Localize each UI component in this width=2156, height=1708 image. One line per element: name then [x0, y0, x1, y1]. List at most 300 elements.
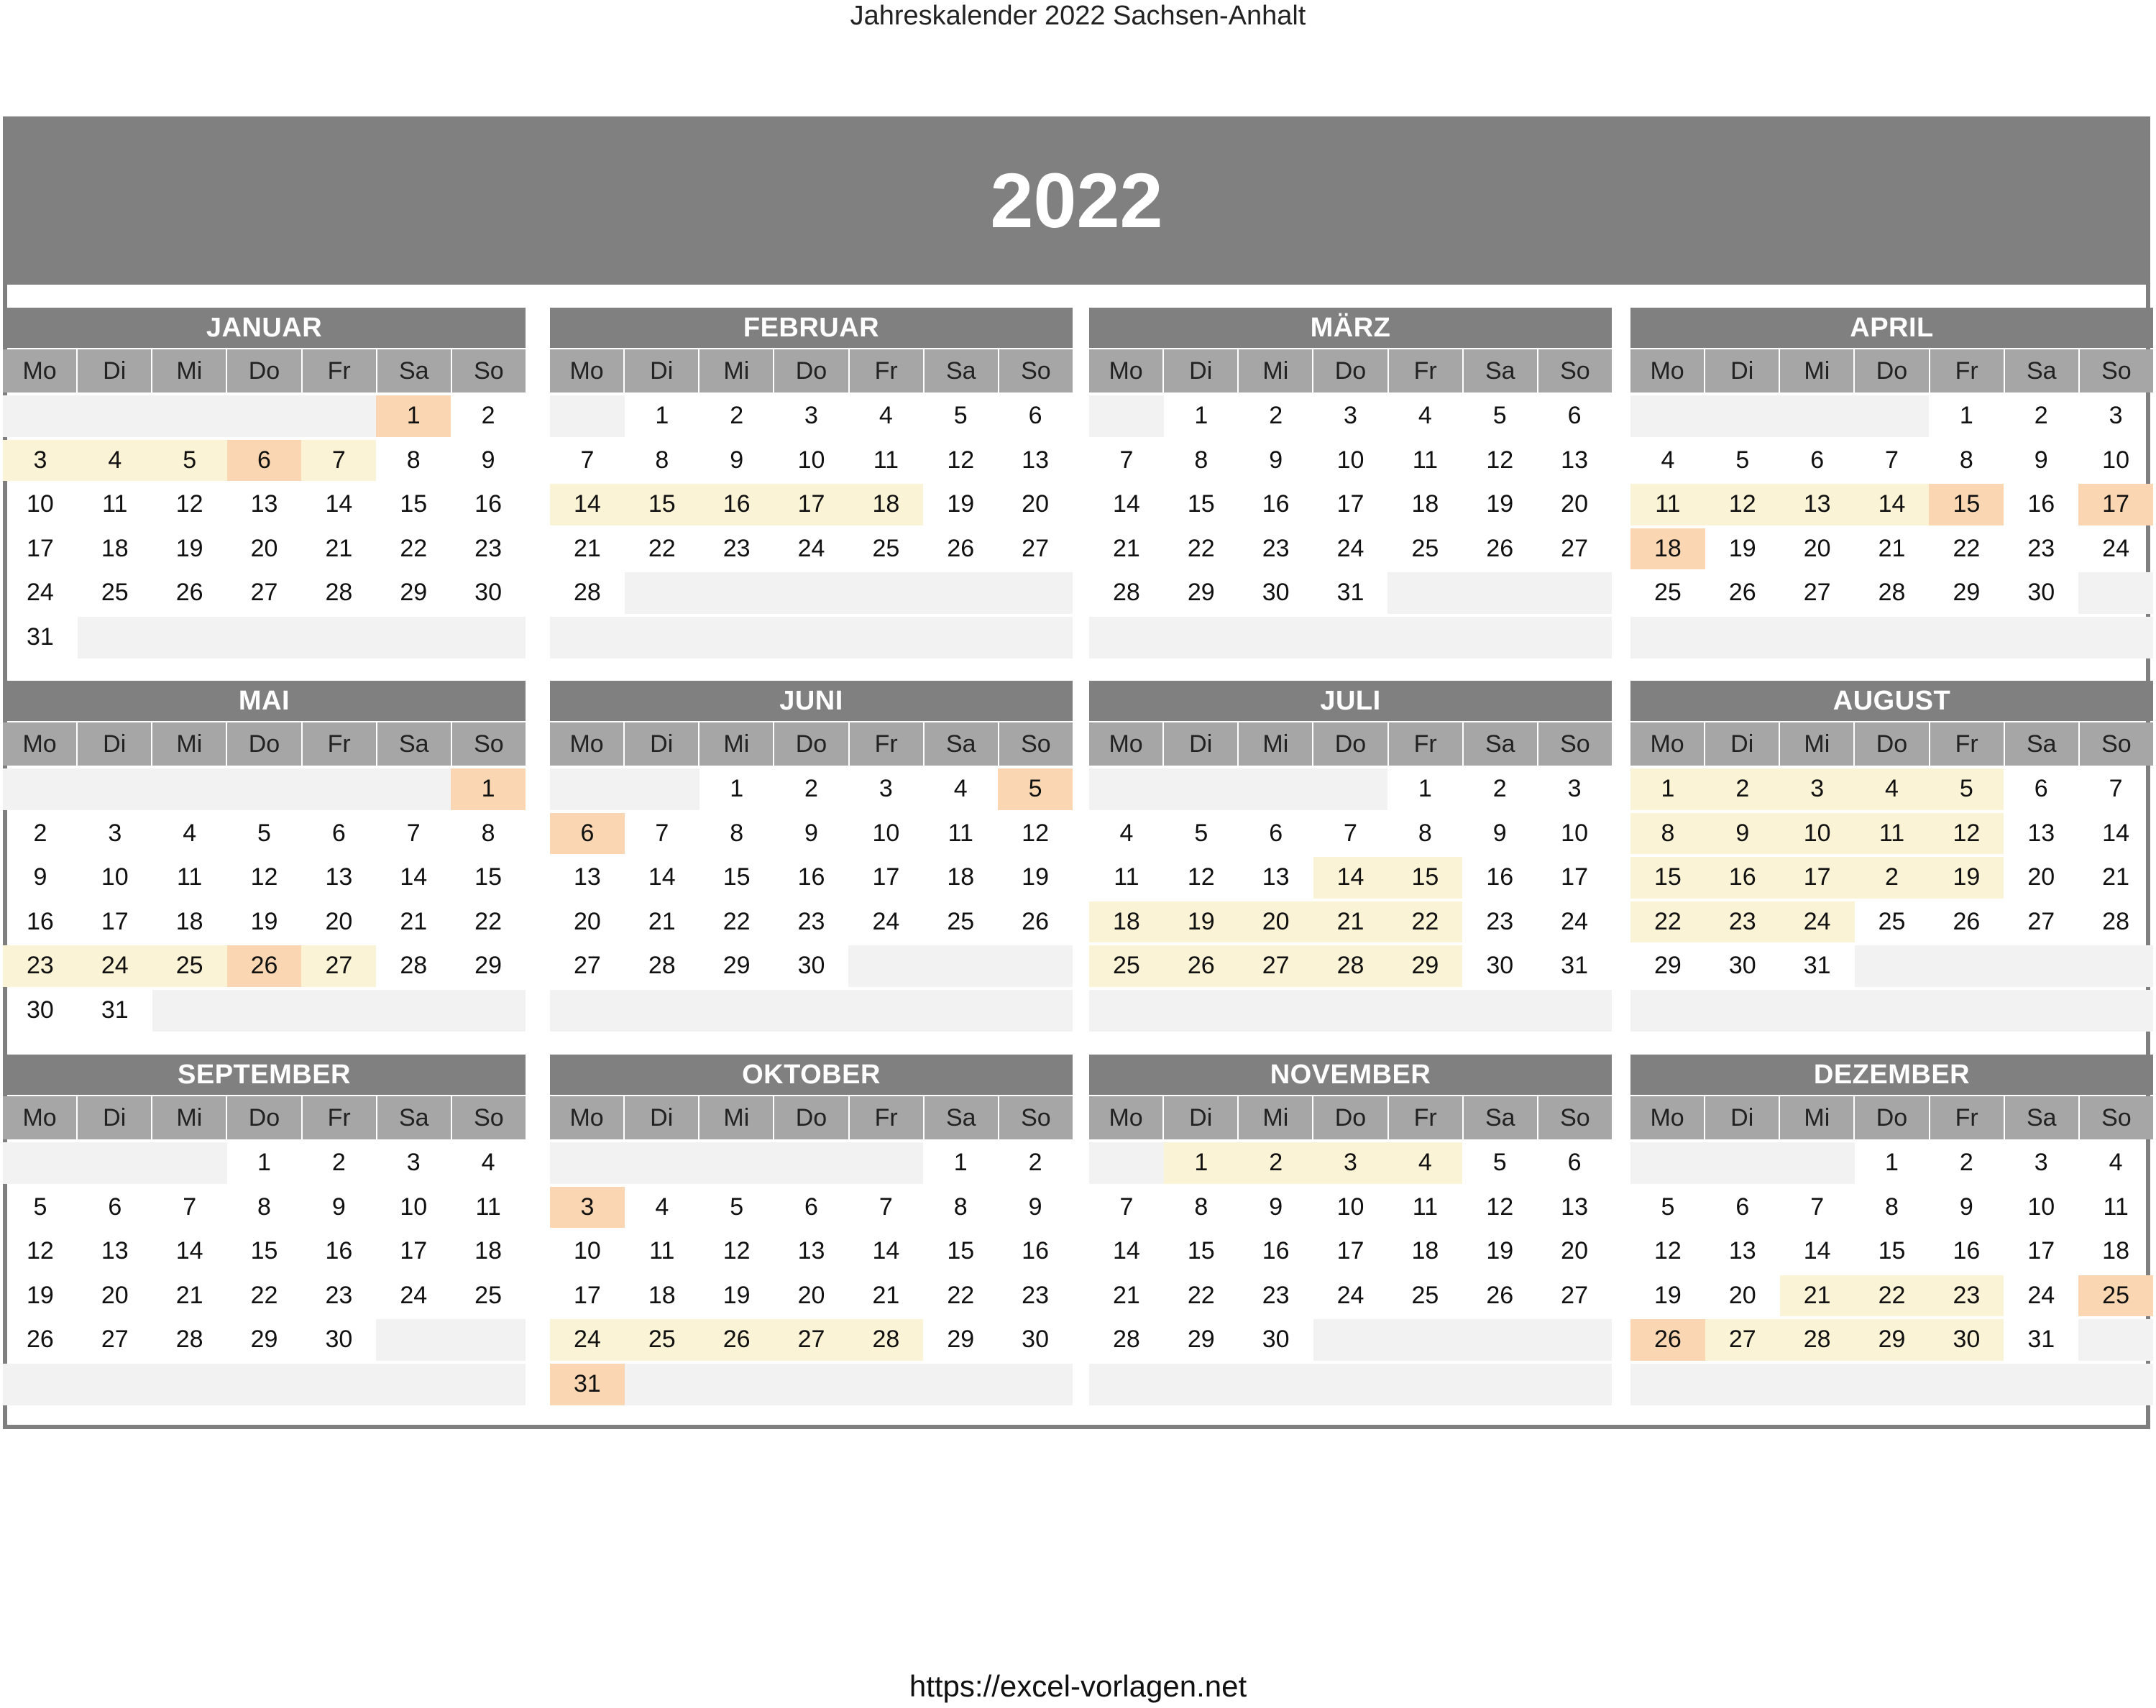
empty-day-cell — [78, 617, 152, 658]
empty-day-cell — [3, 1364, 78, 1405]
day-cell: 18 — [474, 1237, 502, 1265]
month-10 — [550, 1055, 1073, 1407]
day-cell: 15 — [1878, 1237, 1906, 1265]
empty-day-cell — [2004, 990, 2078, 1032]
day-cell: 18 — [2102, 1237, 2129, 1265]
day-cell: 9 — [730, 446, 744, 474]
weekday-label: So — [1560, 357, 1590, 385]
day-cell: 19 — [1164, 901, 1239, 943]
day-cell: 27 — [1239, 945, 1313, 987]
day-cell: 19 — [27, 1281, 54, 1309]
month-name: APRIL — [1630, 308, 2153, 348]
month-6 — [550, 681, 1073, 1033]
day-cell: 5 — [1492, 402, 1507, 429]
day-cell: 16 — [474, 490, 502, 518]
empty-day-cell — [1855, 395, 1930, 437]
day-cell: 8 — [953, 1193, 968, 1221]
empty-day-cell — [451, 990, 526, 1032]
week-row — [3, 1274, 526, 1318]
day-cell: 12 — [723, 1237, 751, 1265]
day-cell: 8 — [1194, 446, 1208, 474]
weeks — [3, 767, 526, 1033]
empty-day-cell — [1313, 1319, 1388, 1361]
weekday-label: Sa — [1464, 722, 1538, 766]
empty-day-cell — [451, 617, 526, 658]
day-cell: 22 — [474, 907, 502, 935]
week-row — [1630, 1318, 2153, 1362]
day-cell: 8 — [730, 819, 744, 847]
week-row — [550, 855, 1073, 900]
week-row — [1089, 900, 1612, 945]
day-cell: 2 — [730, 402, 744, 429]
empty-day-cell — [848, 572, 923, 614]
day-cell: 18 — [101, 534, 129, 562]
day-cell: 20 — [250, 534, 278, 562]
weekday-label: Do — [1313, 722, 1388, 766]
weekday-label: So — [1021, 357, 1051, 385]
day-cell: 18 — [1411, 490, 1439, 518]
week-row — [3, 527, 526, 571]
month-2 — [550, 308, 1073, 660]
day-cell: 22 — [1630, 901, 1705, 943]
empty-day-cell — [923, 572, 998, 614]
week-row — [550, 527, 1073, 571]
day-cell: 21 — [1780, 1275, 1855, 1317]
day-cell: 26 — [1630, 1319, 1705, 1361]
weekday-label: So — [1560, 730, 1590, 758]
week-row — [550, 615, 1073, 660]
day-cell: 1 — [953, 1149, 968, 1176]
week-row — [1089, 855, 1612, 900]
day-cell: 8 — [655, 446, 669, 474]
weekday-label: Di — [1705, 349, 1780, 392]
day-cell: 26 — [1953, 907, 1981, 935]
week-row — [1089, 439, 1612, 483]
day-cell: 31 — [1803, 952, 1831, 980]
weeks — [1089, 394, 1612, 660]
empty-day-cell — [451, 1364, 526, 1405]
day-cell: 9 — [2034, 446, 2048, 474]
day-cell: 24 — [1561, 907, 1588, 935]
day-cell: 29 — [723, 952, 751, 980]
empty-day-cell — [1313, 768, 1388, 810]
week-row — [1630, 615, 2153, 660]
empty-day-cell — [998, 990, 1073, 1032]
empty-day-cell — [1929, 990, 2004, 1032]
day-cell: 24 — [797, 534, 825, 562]
day-cell: 23 — [1262, 534, 1290, 562]
empty-day-cell — [376, 768, 451, 810]
empty-day-cell — [1537, 617, 1612, 658]
day-cell: 16 — [1486, 863, 1514, 891]
week-row — [1089, 394, 1612, 439]
week-row — [3, 988, 526, 1033]
day-cell: 30 — [1262, 1326, 1290, 1354]
day-cell: 21 — [1878, 534, 1906, 562]
empty-day-cell — [1537, 572, 1612, 614]
day-cell: 24 — [1336, 1281, 1364, 1309]
weekday-header-row — [1630, 1096, 2153, 1139]
day-cell: 23 — [325, 1281, 353, 1309]
day-cell: 10 — [2102, 446, 2129, 474]
weekday-label: So — [1021, 1104, 1051, 1131]
weekday-label: Di — [78, 1096, 152, 1139]
weekday-header-row — [550, 349, 1073, 392]
day-cell: 2 — [804, 775, 818, 802]
week-row — [1089, 1274, 1612, 1318]
empty-day-cell — [78, 1142, 152, 1184]
day-cell: 26 — [27, 1326, 54, 1354]
week-row — [550, 944, 1073, 988]
day-cell: 12 — [1187, 863, 1215, 891]
empty-day-cell — [998, 572, 1073, 614]
day-cell: 1 — [451, 768, 526, 810]
day-cell: 5 — [730, 1193, 744, 1221]
day-cell: 14 — [175, 1237, 203, 1265]
day-cell: 3 — [1344, 402, 1357, 429]
day-cell: 14 — [872, 1237, 900, 1265]
empty-day-cell — [550, 617, 625, 658]
day-cell: 8 — [1959, 446, 1973, 474]
week-row — [1089, 482, 1612, 527]
day-cell: 2 — [1492, 775, 1507, 802]
empty-day-cell — [699, 1142, 774, 1184]
weekday-label: Sa — [925, 349, 999, 392]
day-cell: 1 — [1885, 1149, 1899, 1176]
day-cell: 7 — [1119, 1193, 1134, 1221]
week-row — [1089, 527, 1612, 571]
day-cell: 13 — [1728, 1237, 1756, 1265]
day-cell: 8 — [1418, 819, 1432, 847]
day-cell: 30 — [27, 996, 54, 1024]
day-cell: 16 — [1705, 857, 1780, 899]
day-cell: 9 — [804, 819, 818, 847]
empty-day-cell — [1089, 990, 1164, 1032]
empty-day-cell — [1855, 617, 1930, 658]
day-cell: 11 — [1412, 1193, 1439, 1221]
empty-day-cell — [1537, 990, 1612, 1032]
empty-day-cell — [550, 768, 625, 810]
empty-day-cell — [848, 617, 923, 658]
day-cell: 27 — [250, 579, 278, 607]
day-cell: 9 — [33, 863, 47, 891]
day-cell: 14 — [2102, 819, 2129, 847]
empty-day-cell — [1780, 990, 1855, 1032]
day-cell: 20 — [1561, 490, 1588, 518]
day-cell: 11 — [475, 1193, 501, 1221]
day-cell: 6 — [108, 1193, 122, 1221]
day-cell: 6 — [1567, 402, 1582, 429]
empty-day-cell — [1780, 395, 1855, 437]
day-cell: 16 — [2027, 490, 2055, 518]
day-cell: 17 — [101, 907, 129, 935]
empty-day-cell — [152, 395, 227, 437]
empty-day-cell — [301, 395, 376, 437]
day-cell: 17 — [1561, 863, 1588, 891]
empty-day-cell — [1929, 945, 2004, 987]
empty-day-cell — [2004, 1364, 2078, 1405]
empty-day-cell — [78, 395, 152, 437]
week-row — [1089, 1318, 1612, 1362]
weekday-label: Mo — [3, 722, 78, 766]
day-cell: 23 — [723, 534, 751, 562]
day-cell: 21 — [872, 1281, 900, 1309]
empty-day-cell — [2004, 617, 2078, 658]
day-cell: 6 — [550, 813, 625, 855]
weekday-label: Mo — [1630, 722, 1705, 766]
weekday-label: So — [1560, 1104, 1590, 1131]
weekday-label: Mi — [152, 349, 227, 392]
day-cell: 19 — [1486, 490, 1514, 518]
week-row — [1089, 1229, 1612, 1274]
empty-day-cell — [1164, 990, 1239, 1032]
day-cell: 28 — [1113, 579, 1140, 607]
day-cell: 28 — [1878, 579, 1906, 607]
week-row — [550, 988, 1073, 1033]
week-row — [550, 394, 1073, 439]
weekday-label: Mi — [699, 349, 774, 392]
day-cell: 9 — [331, 1193, 346, 1221]
empty-day-cell — [301, 617, 376, 658]
month-name: FEBRUAR — [550, 308, 1073, 348]
week-row — [1630, 527, 2153, 571]
day-cell: 25 — [152, 945, 227, 987]
day-cell: 2 — [481, 402, 495, 429]
weekday-label: So — [474, 1104, 504, 1131]
day-cell: 19 — [1728, 534, 1756, 562]
empty-day-cell — [1462, 572, 1537, 614]
empty-day-cell — [1089, 617, 1164, 658]
day-cell: 27 — [101, 1326, 129, 1354]
weekday-label: Fr — [303, 1096, 377, 1139]
empty-day-cell — [1239, 768, 1313, 810]
empty-day-cell — [1313, 1364, 1388, 1405]
day-cell: 30 — [1929, 1319, 2004, 1361]
day-cell: 15 — [250, 1237, 278, 1265]
week-row — [550, 482, 1073, 527]
day-cell: 23 — [2027, 534, 2055, 562]
empty-day-cell — [1780, 617, 1855, 658]
week-row — [3, 767, 526, 812]
empty-day-cell — [2078, 1364, 2153, 1405]
empty-day-cell — [625, 768, 699, 810]
day-cell: 19 — [1929, 857, 2004, 899]
day-cell: 8 — [1630, 813, 1705, 855]
empty-day-cell — [152, 1142, 227, 1184]
day-cell: 21 — [175, 1281, 203, 1309]
empty-day-cell — [1239, 617, 1313, 658]
day-cell: 13 — [1022, 446, 1049, 474]
day-cell: 22 — [1855, 1275, 1930, 1317]
day-cell: 24 — [2102, 534, 2129, 562]
week-row — [550, 1362, 1073, 1407]
weekday-label: Di — [1164, 1096, 1239, 1139]
day-cell: 1 — [1194, 402, 1208, 429]
day-cell: 10 — [1336, 446, 1364, 474]
day-cell: 14 — [400, 863, 428, 891]
day-cell: 16 — [325, 1237, 353, 1265]
day-cell: 4 — [1418, 402, 1432, 429]
day-cell: 9 — [1959, 1193, 1973, 1221]
weekday-label: Do — [1313, 349, 1388, 392]
day-cell: 25 — [101, 579, 129, 607]
week-row — [3, 944, 526, 988]
week-row — [550, 812, 1073, 856]
day-cell: 31 — [2027, 1326, 2055, 1354]
weekday-label: Sa — [377, 722, 452, 766]
day-cell: 21 — [648, 907, 676, 935]
week-row — [1089, 1185, 1612, 1230]
day-cell: 2 — [1028, 1149, 1042, 1176]
day-cell: 8 — [1885, 1193, 1899, 1221]
weekday-label: Mi — [1780, 349, 1855, 392]
empty-day-cell — [1705, 617, 1780, 658]
day-cell: 16 — [1953, 1237, 1981, 1265]
empty-day-cell — [1630, 1142, 1705, 1184]
empty-day-cell — [848, 945, 923, 987]
weekday-label: Do — [1855, 349, 1930, 392]
day-cell: 14 — [1113, 1237, 1140, 1265]
month-name: MAI — [3, 681, 526, 721]
day-cell: 28 — [2102, 907, 2129, 935]
empty-day-cell — [301, 990, 376, 1032]
day-cell: 29 — [474, 952, 502, 980]
day-cell: 10 — [101, 863, 129, 891]
day-cell: 6 — [2034, 775, 2048, 802]
empty-day-cell — [1630, 990, 1705, 1032]
weekday-label: Di — [625, 722, 699, 766]
day-cell: 12 — [1486, 446, 1514, 474]
month-7 — [1089, 681, 1612, 1033]
empty-day-cell — [699, 990, 774, 1032]
weekday-label: Fr — [850, 1096, 925, 1139]
day-cell: 31 — [1561, 952, 1588, 980]
day-cell: 25 — [947, 907, 975, 935]
day-cell: 20 — [797, 1281, 825, 1309]
week-row — [3, 482, 526, 527]
day-cell: 14 — [1803, 1237, 1831, 1265]
weekday-label: Do — [774, 349, 849, 392]
day-cell: 23 — [1022, 1281, 1049, 1309]
day-cell: 13 — [797, 1237, 825, 1265]
month-4 — [1630, 308, 2153, 660]
day-cell: 16 — [699, 484, 774, 525]
day-cell: 11 — [649, 1237, 675, 1265]
day-cell: 3 — [2034, 1149, 2048, 1176]
weekday-label: Sa — [925, 722, 999, 766]
weeks — [1089, 767, 1612, 1033]
empty-day-cell — [699, 572, 774, 614]
footer-url: https://excel-vorlagen.net — [909, 1669, 1247, 1703]
day-cell: 3 — [108, 819, 122, 847]
weekday-label: Mo — [1630, 349, 1705, 392]
weekday-label: Sa — [2005, 722, 2080, 766]
day-cell: 19 — [250, 907, 278, 935]
empty-day-cell — [774, 1364, 849, 1405]
empty-day-cell — [923, 945, 998, 987]
week-row — [1089, 571, 1612, 615]
empty-day-cell — [923, 990, 998, 1032]
empty-day-cell — [2078, 945, 2153, 987]
empty-day-cell — [848, 1364, 923, 1405]
day-cell: 13 — [101, 1237, 129, 1265]
day-cell: 28 — [574, 579, 601, 607]
month-name: JANUAR — [3, 308, 526, 348]
day-cell: 22 — [400, 534, 428, 562]
day-cell: 12 — [947, 446, 975, 474]
month-name: JUNI — [550, 681, 1073, 721]
week-row — [550, 900, 1073, 945]
empty-day-cell — [1164, 1364, 1239, 1405]
day-cell: 2 — [33, 819, 47, 847]
day-cell: 19 — [723, 1281, 751, 1309]
day-cell: 15 — [1387, 857, 1462, 899]
empty-day-cell — [1089, 395, 1164, 437]
week-row — [1089, 767, 1612, 812]
day-cell: 2 — [1855, 857, 1930, 899]
day-cell: 7 — [1344, 819, 1357, 847]
day-cell: 25 — [1654, 579, 1682, 607]
day-cell: 25 — [625, 1319, 699, 1361]
day-cell: 27 — [301, 945, 376, 987]
day-cell: 8 — [1194, 1193, 1208, 1221]
day-cell: 13 — [1561, 446, 1588, 474]
day-cell: 30 — [1728, 952, 1756, 980]
empty-day-cell — [152, 617, 227, 658]
day-cell: 21 — [1113, 1281, 1140, 1309]
day-cell: 21 — [1313, 901, 1388, 943]
day-cell: 13 — [1780, 484, 1855, 525]
day-cell: 10 — [2027, 1193, 2055, 1221]
day-cell: 7 — [2109, 775, 2123, 802]
weekday-label: Do — [774, 1096, 849, 1139]
month-11 — [1089, 1055, 1612, 1407]
month-name: MÄRZ — [1089, 308, 1612, 348]
day-cell: 27 — [574, 952, 601, 980]
week-row — [550, 1229, 1073, 1274]
day-cell: 8 — [481, 819, 495, 847]
empty-day-cell — [774, 572, 849, 614]
day-cell: 4 — [953, 775, 968, 802]
week-row — [550, 439, 1073, 483]
weekday-label: Di — [1164, 722, 1239, 766]
weekday-label: Mi — [699, 1096, 774, 1139]
day-cell: 22 — [1953, 534, 1981, 562]
day-cell: 4 — [481, 1149, 495, 1176]
weekday-label: Mi — [152, 722, 227, 766]
day-cell: 11 — [1855, 813, 1930, 855]
day-cell: 13 — [2027, 819, 2055, 847]
day-cell: 19 — [1486, 1237, 1514, 1265]
month-name: NOVEMBER — [1089, 1055, 1612, 1095]
empty-day-cell — [1855, 990, 1930, 1032]
weekday-header-row — [3, 349, 526, 392]
day-cell: 2 — [1705, 768, 1780, 810]
day-cell: 13 — [1262, 863, 1290, 891]
weekday-label: Mi — [1239, 349, 1313, 392]
weekday-label: Sa — [377, 1096, 452, 1139]
day-cell: 3 — [3, 440, 78, 482]
day-cell: 4 — [2109, 1149, 2123, 1176]
day-cell: 22 — [1187, 534, 1215, 562]
weekday-label: Fr — [1930, 1096, 2005, 1139]
empty-day-cell — [1705, 990, 1780, 1032]
day-cell: 18 — [648, 1281, 676, 1309]
empty-day-cell — [699, 1364, 774, 1405]
day-cell: 29 — [400, 579, 428, 607]
day-cell: 29 — [1187, 1326, 1215, 1354]
empty-day-cell — [550, 1142, 625, 1184]
